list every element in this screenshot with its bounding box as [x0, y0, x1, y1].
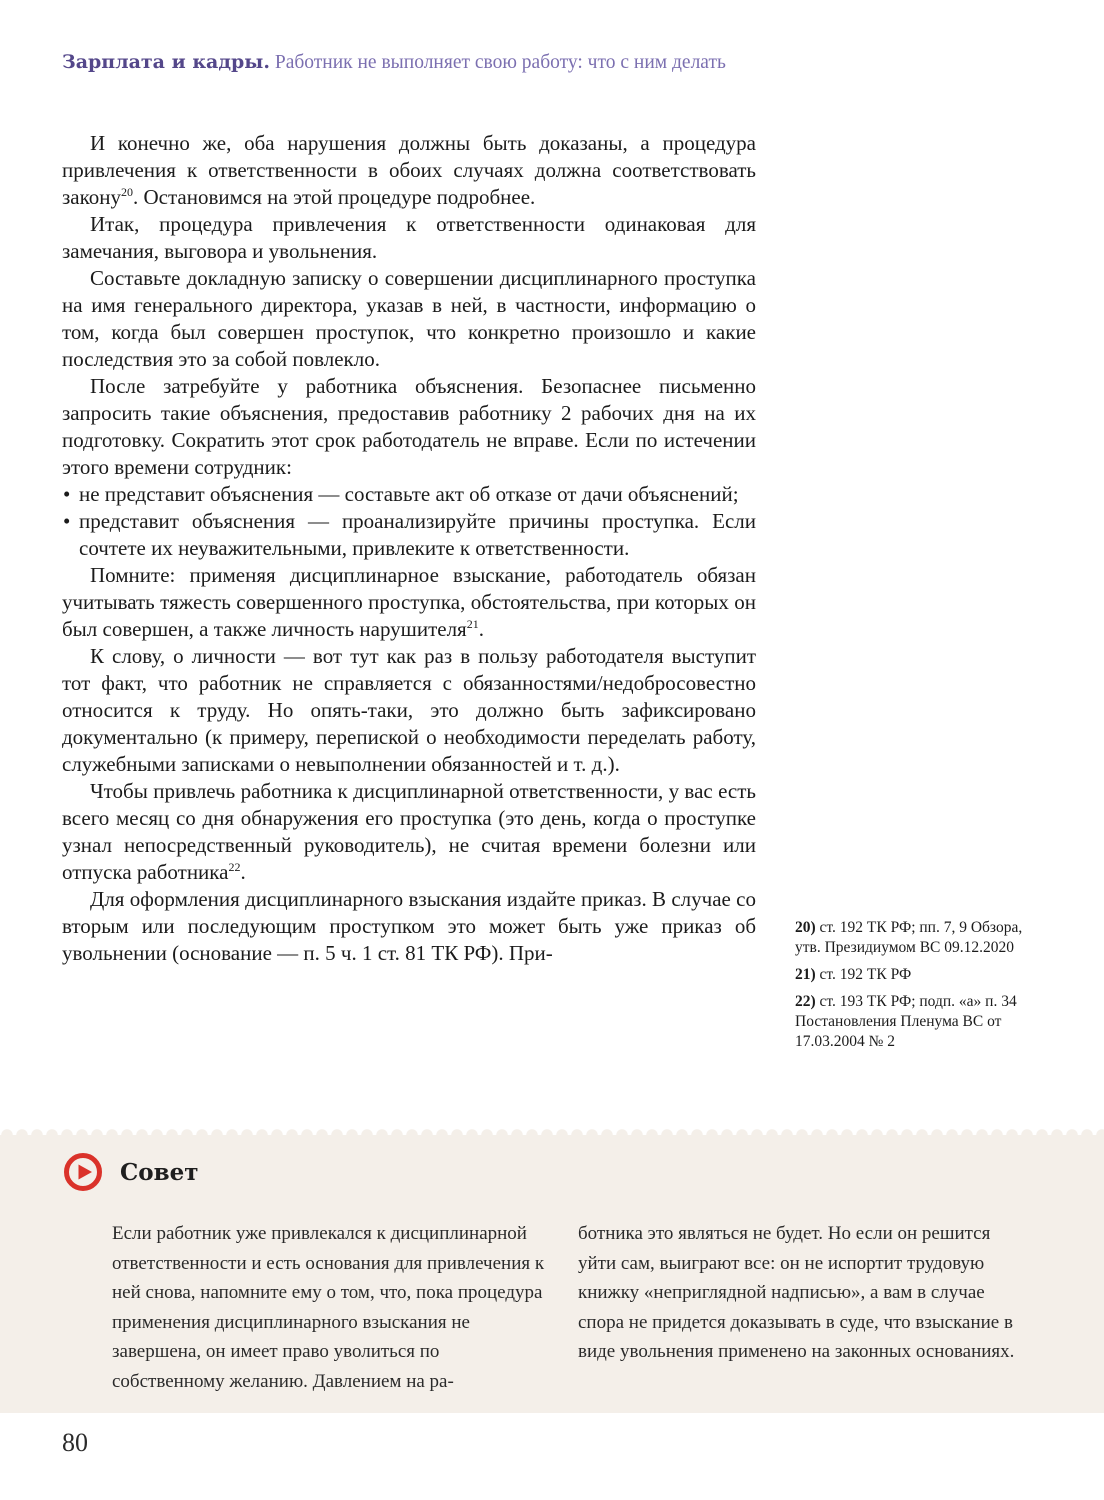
page-number: 80 — [62, 1428, 88, 1457]
running-head — [62, 50, 726, 75]
play-icon — [63, 1152, 103, 1192]
footnote-marker: 20) — [795, 919, 816, 936]
footnote-marker: 22) — [795, 993, 816, 1010]
article-title: Работник не выполняет свою работу: что с ним делать — [269, 52, 726, 73]
paragraph-text: . Остановимся на этой процедуре подробнее. — [133, 185, 536, 209]
margin-footnotes — [795, 918, 1023, 1059]
paragraph-text: Чтобы привлечь работника к дисциплинарной ответственности, у вас есть всего месяц со дня обнаружения его проступка (это день, когда о проступке узнал непосредственный руководитель), не считая времени болезни или отпуска работника — [62, 779, 756, 884]
footnote-text: ст. 192 ТК РФ; пп. 7, 9 Обзора, утв. Президиумом ВС 09.12.2020 — [795, 919, 1023, 956]
bullet-list — [62, 481, 756, 562]
advice-header — [63, 1152, 199, 1192]
paragraph: После затребуйте у работника объяснения. Безопаснее письменно запросить такие объяснения, предоставив работнику 2 рабочих дня на их подготовку. Сократить этот срок работодатель не вправе. Если по истечении этого времени сотрудник: — [62, 374, 756, 479]
advice-column-left: Если работник уже привлекался к дисциплинарной ответственности и есть основания для привлечения к ней снова, напомните ему о том, что, пока процедура применения дисциплинарного взыскания не завершена, он имеет право уволиться по собственному желанию. Давлением на ра- — [112, 1223, 545, 1392]
paragraph: Для оформления дисциплинарного взыскания издайте приказ. В случае со вторым или последующим проступком это может быть уже приказ об увольнении (основание — п. 5 ч. 1 ст. 81 ТК РФ). При- — [62, 887, 756, 965]
paragraph: Итак, процедура привлечения к ответственности одинаковая для замечания, выговора и увольнения. — [62, 212, 756, 263]
footnote-21 — [795, 965, 1023, 985]
paragraph — [62, 562, 756, 643]
paragraph — [62, 778, 756, 886]
list-item: • представит объяснения — проанализируйте причины проступка. Если сочтете их неуважительными, привлеките к ответственности. — [62, 508, 756, 562]
paragraph-text: . — [478, 617, 484, 641]
footnote-22 — [795, 992, 1023, 1052]
paragraph-text: . — [240, 860, 246, 884]
footnote-marker: 21) — [795, 966, 816, 983]
footnote-text: ст. 193 ТК РФ; подп. «а» п. 34 Постановления Пленума ВС от 17.03.2004 № 2 — [795, 993, 1017, 1050]
footnote-ref-21: 21 — [466, 617, 479, 631]
footnote-ref-20: 20 — [121, 185, 133, 199]
paragraph — [62, 130, 756, 211]
advice-title: Совет — [120, 1158, 199, 1186]
article-body — [62, 130, 756, 967]
footnote-20 — [795, 918, 1023, 958]
section-title: Зарплата и кадры. — [62, 51, 270, 73]
advice-box — [0, 1135, 1104, 1413]
advice-column-right: ботника это являться не будет. Но если он решится уйти сам, выиграют все: он не испортит трудовую книжку «неприглядной надписью», а вам в случае спора не придется доказывать в суде, что взыскание в виде увольнения применено на законных основаниях. — [578, 1223, 1015, 1362]
paragraph-text: И конечно же, оба нарушения должны быть доказаны, а процедура привлечения к ответственности в обоих случаях должна соответствовать закону — [62, 131, 756, 209]
paragraph: Составьте докладную записку о совершении дисциплинарного проступка на имя генерального директора, указав в ней, в частности, информацию о том, когда был совершен проступок, что конкретно произошло и какие последствия это за собой повлекло. — [62, 266, 756, 371]
footnote-ref-22: 22 — [228, 860, 241, 874]
advice-columns — [112, 1219, 1021, 1396]
scalloped-edge — [0, 1127, 1104, 1135]
footnote-text: ст. 192 ТК РФ — [815, 966, 912, 983]
paragraph: К слову, о личности — вот тут как раз в пользу работодателя выступит тот факт, что работник не справляется с обязанностями/недобросовестно относится к труду. Но опять-таки, это должно быть зафиксировано документально (к примеру, перепиской о необходимости переделать работу, служебными записками о невыполнении обязанностей и т. д.). — [62, 644, 756, 776]
list-item: • не представит объяснения — составьте акт об отказе от дачи объяснений; — [62, 481, 756, 508]
paragraph-text: Помните: применяя дисциплинарное взыскание, работодатель обязан учитывать тяжесть совершенного проступка, обстоятельства, при которых он был совершен, а также личность нарушителя — [62, 563, 756, 641]
